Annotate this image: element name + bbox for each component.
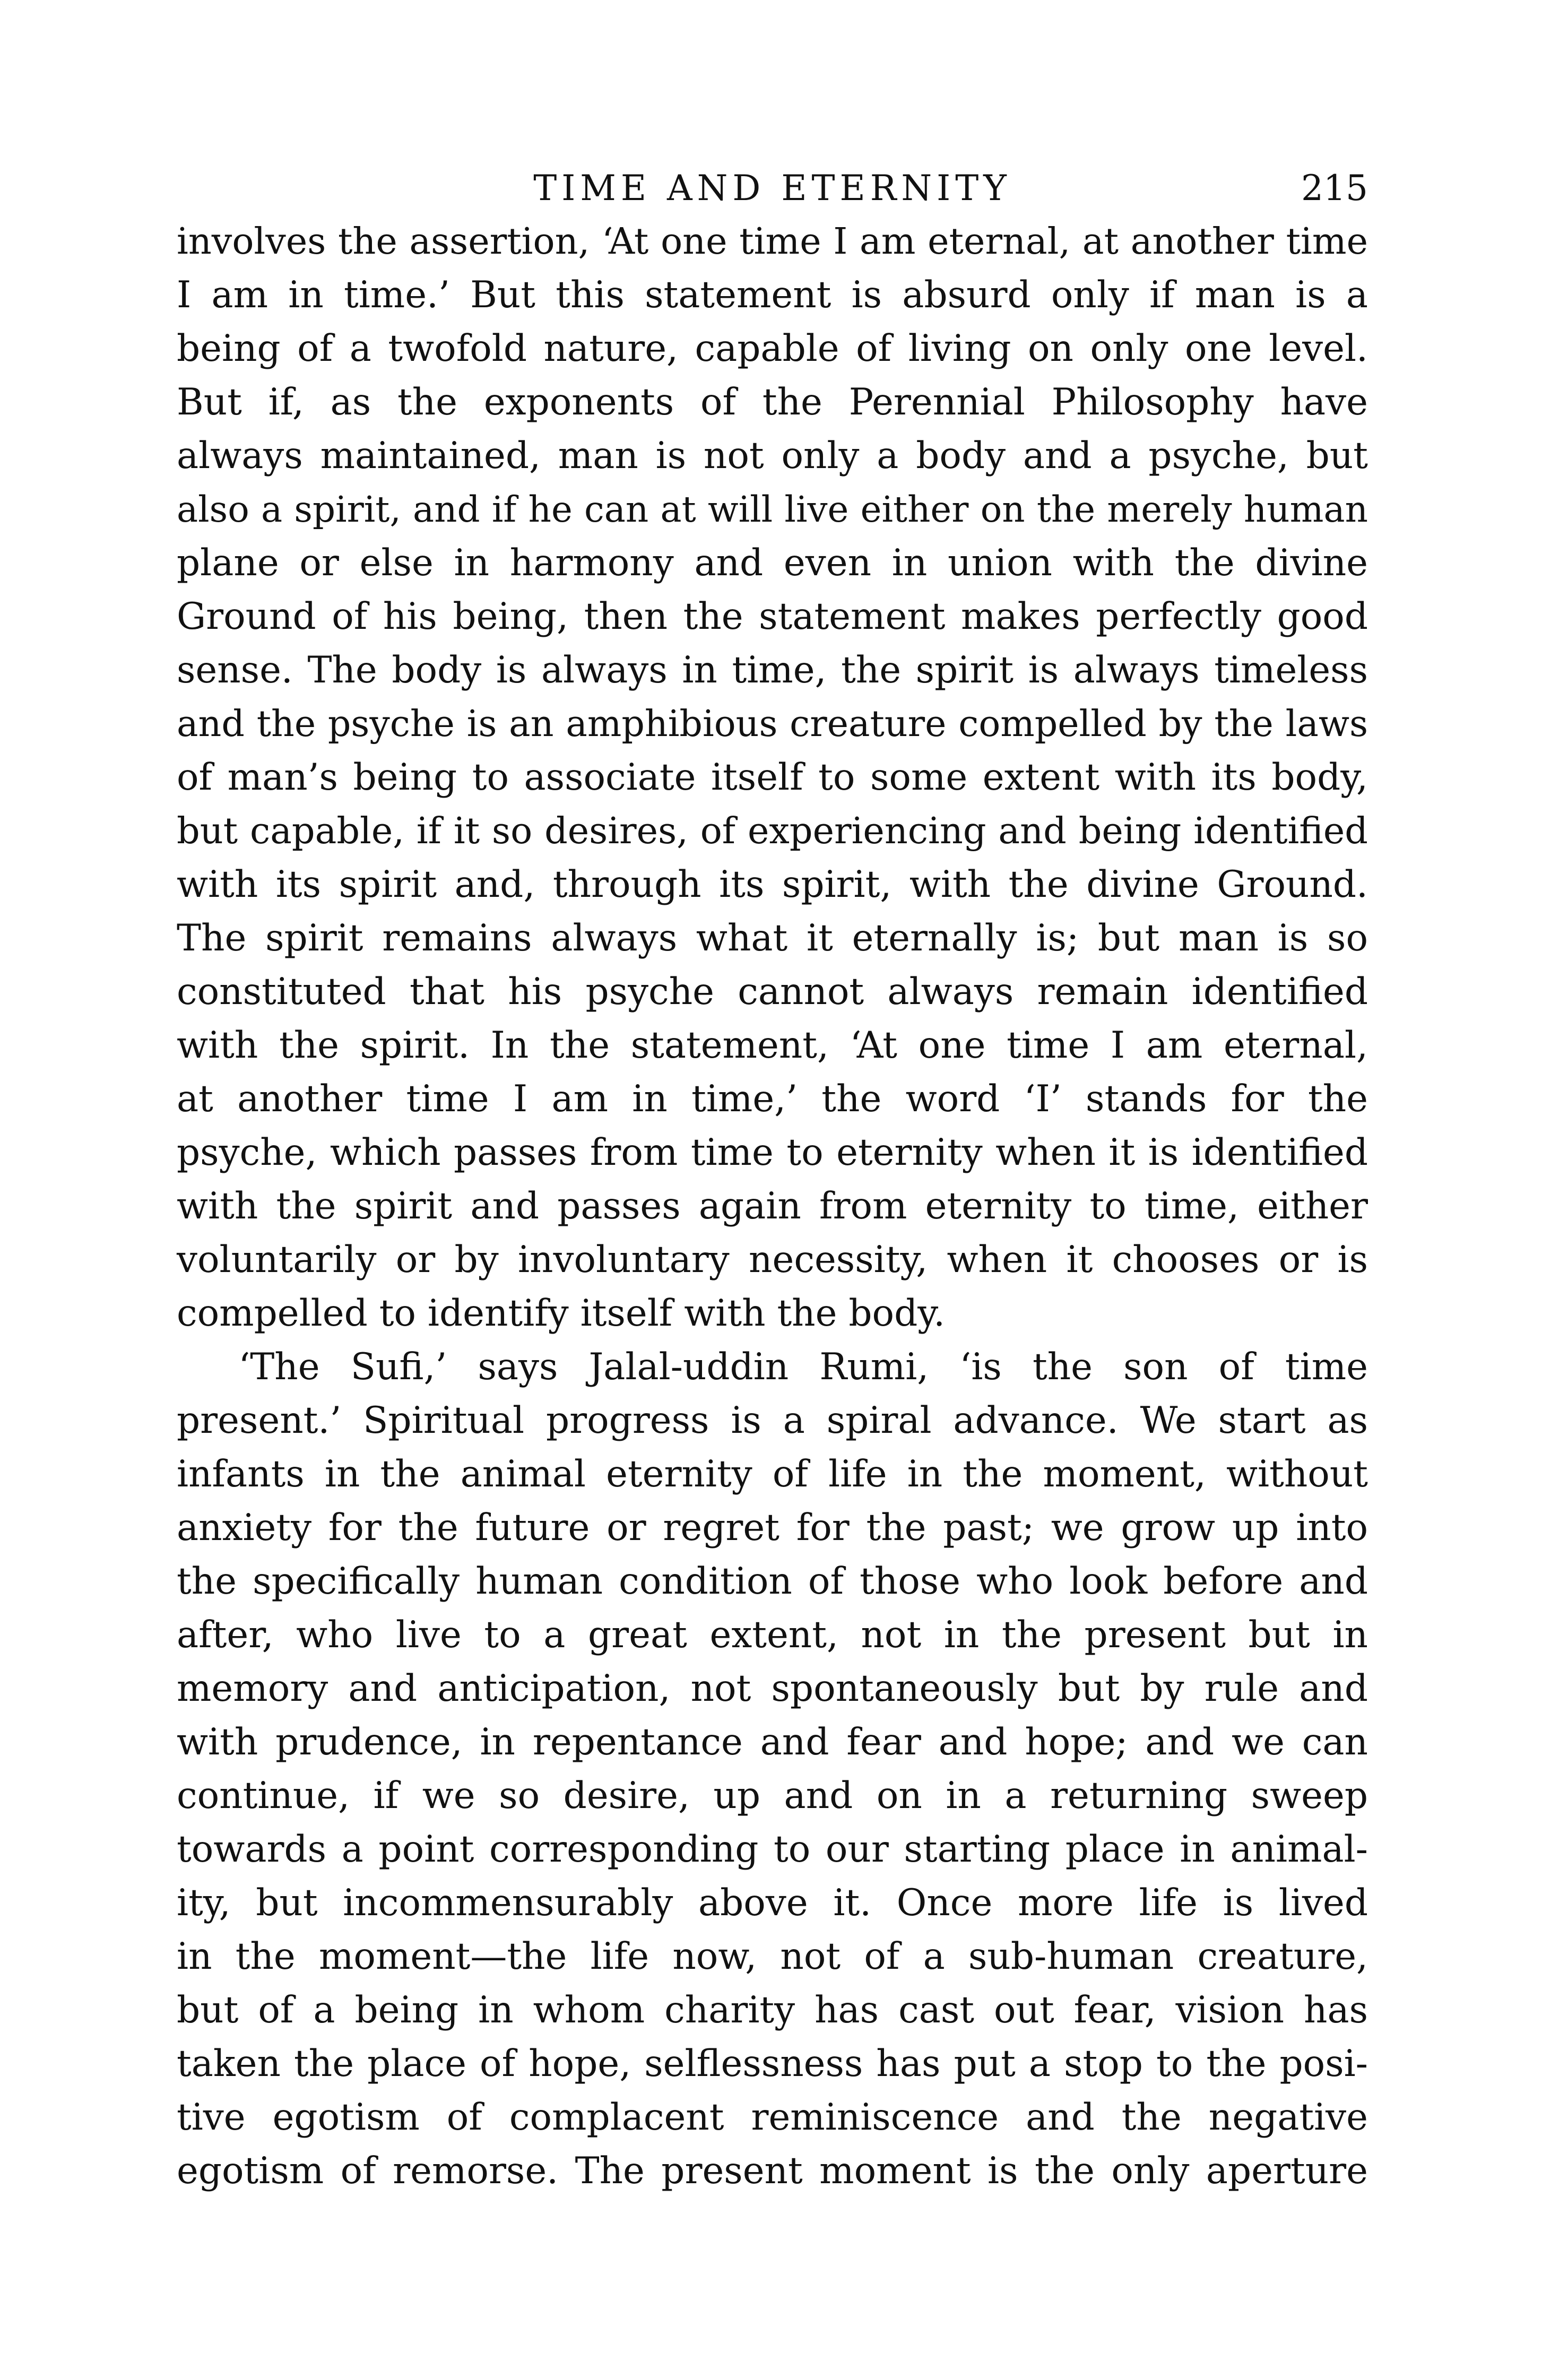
text-line: voluntarily or by involuntary necessity, when it chooses or is	[177, 1239, 1368, 1281]
text-line: being of a twofold nature, capable of living on only one level.	[177, 327, 1368, 370]
text-line: with the spirit and passes again from eternity to time, either	[177, 1185, 1368, 1227]
text-line: towards a point corresponding to our starting place in animal-	[177, 1828, 1368, 1871]
running-title: TIME AND ETERNITY	[533, 168, 1011, 209]
page-number: 215	[1301, 168, 1368, 209]
text-line: involves the assertion, ‘At one time I am eternal, at another time	[177, 221, 1368, 263]
text-line: but of a being in whom charity has cast out fear, vision has	[177, 1989, 1368, 2031]
text-line: sense. The body is always in time, the spirit is always timeless	[177, 649, 1368, 691]
text-line: compelled to identify itself with the body.	[177, 1292, 946, 1335]
text-line: psyche, which passes from time to eternity when it is identified	[177, 1131, 1368, 1174]
text-line: egotism of remorse. The present moment is the only aperture	[177, 2150, 1368, 2192]
text-line: continue, if we so desire, up and on in a returning sweep	[177, 1775, 1368, 1817]
text-line: memory and anticipation, not spontaneously but by rule and	[177, 1667, 1368, 1710]
text-line: anxiety for the future or regret for the past; we grow up into	[177, 1507, 1368, 1549]
text-line: with the spirit. In the statement, ‘At one time I am eternal,	[177, 1024, 1368, 1067]
text-line: after, who live to a great extent, not in the present but in	[177, 1614, 1368, 1656]
text-line: also a spirit, and if he can at will live either on the merely human	[177, 489, 1368, 530]
text-line: I am in time.’ But this statement is absurd only if man is a	[177, 274, 1368, 316]
running-head	[177, 159, 1368, 218]
text-line: at another time I am in time,’ the word ‘I’ stands for the	[177, 1078, 1368, 1120]
text-line: but capable, if it so desires, of experiencing and being identified	[177, 810, 1368, 852]
text-line: with prudence, in repentance and fear and hope; and we can	[177, 1721, 1368, 1763]
body-text	[177, 215, 1368, 2198]
text-line: ity, but incommensurably above it. Once more life is lived	[177, 1882, 1368, 1924]
text-line: of man’s being to associate itself to some extent with its body,	[177, 756, 1368, 799]
text-line: Ground of his being, then the statement makes perfectly good	[177, 595, 1368, 638]
text-line: in the moment—the life now, not of a sub-human creature,	[177, 1935, 1368, 1978]
text-line: present.’ Spiritual progress is a spiral advance. We start as	[177, 1399, 1368, 1442]
text-line: the specifically human condition of those who look before and	[177, 1560, 1368, 1603]
text-line: The spirit remains always what it eternally is; but man is so	[177, 917, 1368, 959]
text-line: infants in the animal eternity of life in the moment, without	[177, 1453, 1368, 1495]
text-line: always maintained, man is not only a body and a psyche, but	[177, 435, 1368, 477]
text-line: tive egotism of complacent reminiscence and the negative	[177, 2096, 1368, 2139]
text-line: ‘The Sufi,’ says Jalal-uddin Rumi, ‘is the son of time	[177, 1346, 1368, 1388]
text-line: taken the place of hope, selflessness has put a stop to the posi-	[177, 2043, 1368, 2085]
text-line: with its spirit and, through its spirit, with the divine Ground.	[177, 863, 1368, 906]
text-line: But if, as the exponents of the Perennial Philosophy have	[177, 381, 1368, 423]
text-line: constituted that his psyche cannot always remain identified	[177, 971, 1368, 1013]
text-line: and the psyche is an amphibious creature compelled by the laws	[177, 703, 1368, 745]
text-line: plane or else in harmony and even in union with the divine	[177, 542, 1368, 584]
